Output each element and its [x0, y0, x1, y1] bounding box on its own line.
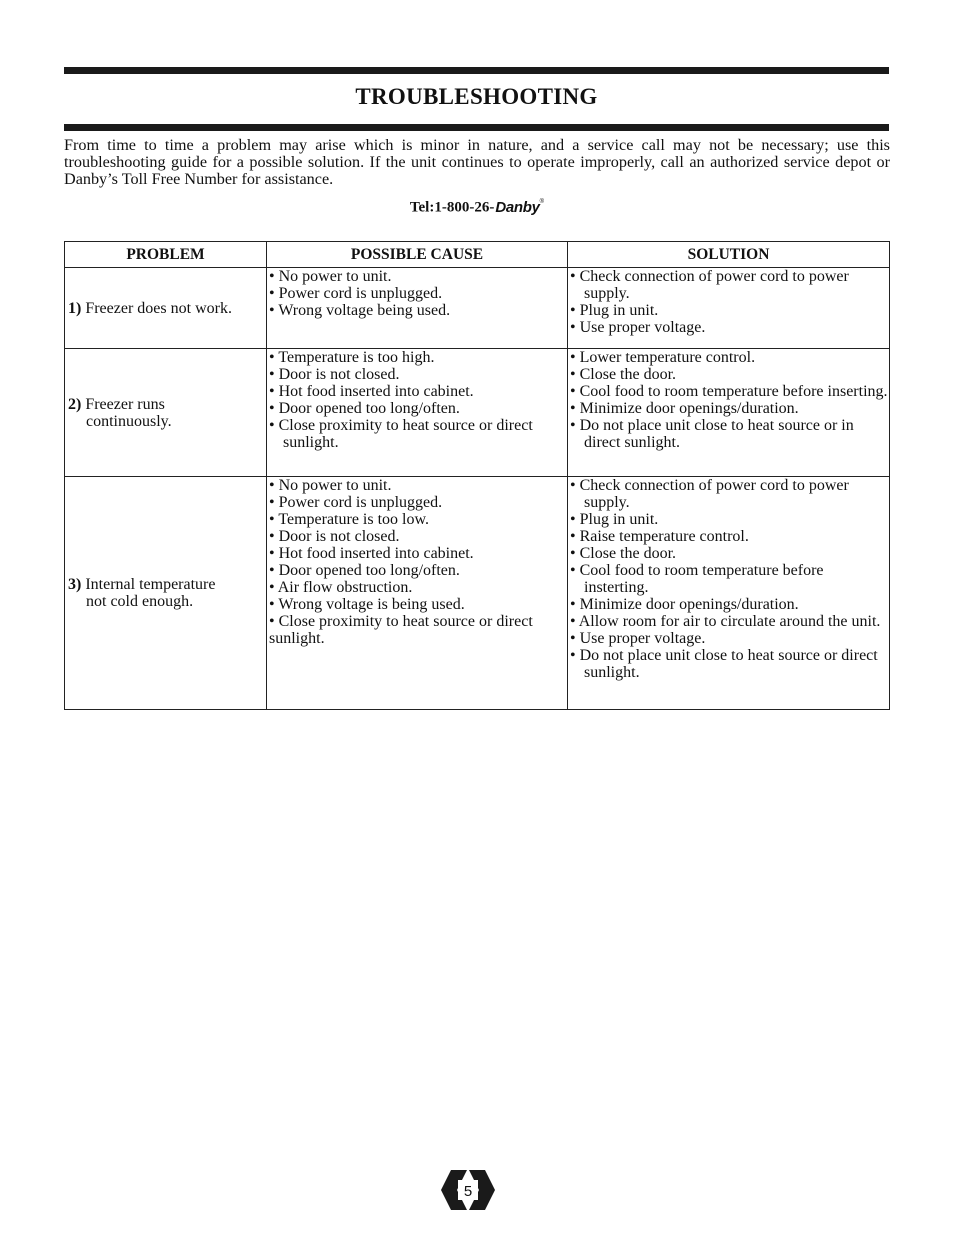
cause-cell — [267, 477, 568, 710]
top-rule — [64, 67, 889, 74]
intro-paragraph: From time to time a problem may arise which is minor in nature, and a service call may not be necessary; use this troubleshooting guide for a possible solution. If the unit continues to operate improperly, call an authorized service depot or Danby’s Toll Free Number for assistance. — [64, 136, 890, 188]
problem-text: Freezer runs — [85, 395, 165, 413]
cause-item: • Door is not closed. — [269, 366, 400, 383]
header-possible-cause: POSSIBLE CAUSE — [267, 242, 568, 268]
cause-item: • Hot food inserted into cabinet. — [269, 383, 474, 400]
solution-item: • Cool food to room temperature before insterting. — [570, 562, 824, 596]
cause-item: • No power to unit. — [269, 477, 392, 494]
table-row — [65, 268, 890, 349]
problem-text: Internal temperature — [85, 576, 216, 593]
solution-item: • Close the door. — [570, 366, 677, 383]
page-title: TROUBLESHOOTING — [355, 84, 598, 109]
page-number: 5 — [463, 1183, 473, 1200]
cause-cell — [267, 268, 568, 349]
cause-item: • Hot food inserted into cabinet. — [269, 545, 474, 562]
solution-item: • Use proper voltage. — [570, 319, 706, 336]
problem-text-continued: continuously. — [86, 412, 172, 430]
solution-item: • Minimize door openings/duration. — [570, 596, 799, 613]
cause-item: • No power to unit. — [269, 268, 392, 285]
cause-item: • Close proximity to heat source or direct sunlight. — [269, 613, 533, 647]
header-solution: SOLUTION — [568, 242, 890, 268]
solution-item: • Check connection of power cord to power supply. — [570, 477, 849, 511]
cause-item: • Power cord is unplugged. — [269, 285, 443, 302]
solution-item: • Plug in unit. — [570, 511, 659, 528]
solution-item: • Use proper voltage. — [570, 630, 706, 647]
cause-cell — [267, 349, 568, 477]
cause-item: • Door is not closed. — [269, 528, 400, 545]
problem-cell — [65, 268, 267, 349]
problem-number: 3) — [68, 576, 82, 593]
header-problem: PROBLEM — [65, 242, 267, 268]
solution-item: • Minimize door openings/duration. — [570, 400, 799, 417]
cause-item: • Close proximity to heat source or direct sunlight. — [269, 417, 533, 451]
cause-item: • Temperature is too low. — [269, 511, 429, 528]
problem-number: 2) — [68, 395, 82, 413]
telephone-prefix: Tel:1-800-26- — [409, 199, 495, 216]
solution-cell — [568, 349, 890, 477]
solution-item: • Plug in unit. — [570, 302, 659, 319]
cause-item: • Wrong voltage being used. — [269, 302, 451, 319]
problem-cell — [65, 477, 267, 710]
cause-item: • Air flow obstruction. — [269, 579, 413, 596]
problem-text: Freezer does not work. — [85, 299, 232, 317]
solution-item: • Check connection of power cord to power supply. — [570, 268, 849, 302]
problem-cell — [65, 349, 267, 477]
cause-item: • Temperature is too high. — [269, 349, 435, 366]
cause-item: • Door opened too long/often. — [269, 400, 460, 417]
table-row — [65, 349, 890, 477]
problem-text-continued: not cold enough. — [86, 593, 194, 610]
solution-cell — [568, 268, 890, 349]
troubleshooting-table — [64, 241, 890, 710]
solution-cell — [568, 477, 890, 710]
solution-item: • Close the door. — [570, 545, 677, 562]
solution-item: • Lower temperature control. — [570, 349, 756, 366]
solution-item: • Cool food to room temperature before inserting. — [570, 383, 888, 400]
table-row — [65, 477, 890, 710]
table-header-row — [65, 242, 890, 268]
solution-item: • Raise temperature control. — [570, 528, 749, 545]
problem-number: 1) — [68, 299, 82, 317]
page-number-badge — [437, 1168, 499, 1212]
cause-item: • Power cord is unplugged. — [269, 494, 443, 511]
danby-logo: Danby® — [495, 199, 545, 216]
solution-item: • Do not place unit close to heat source or in direct sunlight. — [570, 417, 854, 451]
solution-item: • Do not place unit close to heat source or direct sunlight. — [570, 647, 878, 681]
solution-item: • Allow room for air to circulate around the unit. — [570, 613, 881, 630]
cause-item: • Wrong voltage is being used. — [269, 596, 465, 613]
telephone-line — [0, 199, 954, 217]
cause-item: • Door opened too long/often. — [269, 562, 460, 579]
title-underline-rule — [64, 124, 889, 131]
